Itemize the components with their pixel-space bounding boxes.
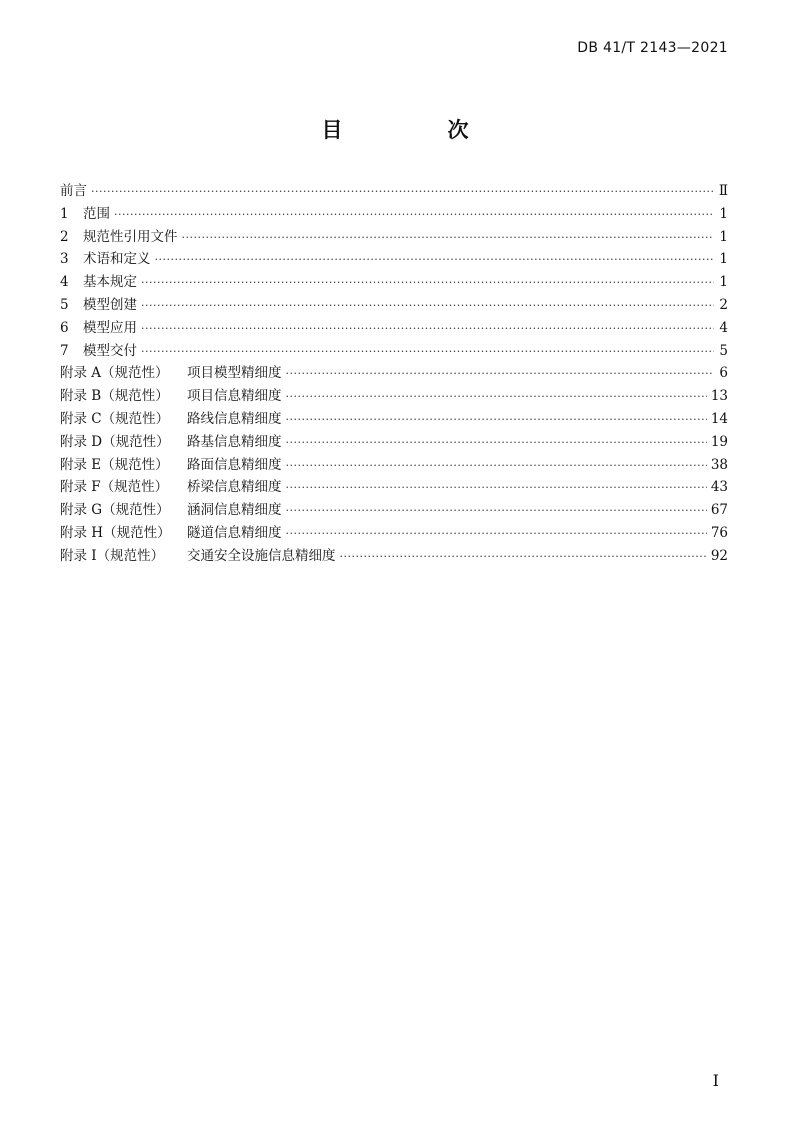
- appendix-label: 附录 F（规范性）: [60, 479, 169, 496]
- appendix-label: 附录 E（规范性）: [60, 456, 169, 473]
- toc-appendix-i[interactable]: [60, 544, 728, 567]
- appendix-title: 隧道信息精细度: [187, 524, 282, 541]
- toc-entry-6[interactable]: [60, 316, 728, 339]
- toc-entry-4[interactable]: [60, 270, 728, 293]
- appendix-title: 桥梁信息精细度: [187, 479, 282, 496]
- dot-leader: [286, 481, 707, 494]
- toc-entry-title: 范围: [83, 205, 110, 222]
- appendix-page: 92: [710, 547, 728, 564]
- appendix-title: 交通安全设施信息精细度: [187, 547, 336, 564]
- toc-entry-1[interactable]: [60, 202, 728, 225]
- toc-entry-page: 1: [719, 251, 728, 268]
- dot-leader: [286, 504, 707, 517]
- toc-entry-page: 4: [719, 319, 728, 336]
- toc-appendix-c[interactable]: [60, 407, 728, 430]
- dot-leader: [286, 459, 707, 472]
- toc-entry-number: 5: [60, 296, 69, 313]
- dot-leader: [114, 208, 714, 221]
- page-number: I: [712, 1071, 719, 1090]
- appendix-title: 项目信息精细度: [187, 388, 282, 405]
- toc-entry-page: Ⅱ: [718, 183, 728, 199]
- toc-appendix-d[interactable]: [60, 430, 728, 453]
- toc-entry-page: 1: [719, 274, 728, 291]
- toc-appendix-g[interactable]: [60, 498, 728, 521]
- toc-entry-title: 模型交付: [83, 342, 137, 359]
- toc-appendix-b[interactable]: [60, 384, 728, 407]
- appendix-label: 附录 H（规范性）: [60, 524, 171, 541]
- dot-leader: [286, 436, 707, 449]
- toc-appendix-f[interactable]: [60, 475, 728, 498]
- toc-entry-number: 1: [60, 205, 69, 222]
- appendix-page: 6: [719, 365, 728, 382]
- toc-entry-page: 5: [719, 342, 728, 359]
- toc-entry-number: 6: [60, 319, 69, 336]
- toc-entry-3[interactable]: [60, 247, 728, 270]
- toc-entry-5[interactable]: [60, 293, 728, 316]
- appendix-title: 项目模型精细度: [187, 365, 282, 382]
- table-of-contents: [60, 179, 728, 567]
- dot-leader: [141, 322, 714, 335]
- standard-code: DB 41/T 2143—2021: [577, 40, 728, 56]
- appendix-page: 43: [710, 479, 728, 496]
- appendix-page: 14: [710, 410, 728, 427]
- dot-leader: [286, 413, 707, 426]
- toc-entry-title: 模型应用: [83, 319, 137, 336]
- toc-entry-title: 前言: [60, 183, 87, 199]
- toc-appendix-h[interactable]: [60, 521, 728, 544]
- appendix-page: 76: [710, 524, 728, 541]
- dot-leader: [286, 390, 707, 403]
- appendix-label: 附录 D（规范性）: [60, 433, 170, 450]
- dot-leader: [340, 550, 707, 563]
- toc-entry-title: 基本规定: [83, 274, 137, 291]
- dot-leader: [141, 299, 714, 312]
- dot-leader: [286, 527, 707, 540]
- toc-entry-page: 2: [719, 296, 728, 313]
- page-title: 目 次: [321, 118, 511, 142]
- appendix-page: 19: [710, 433, 728, 450]
- appendix-label: 附录 G（规范性）: [60, 502, 170, 519]
- appendix-label: 附录 A（规范性）: [60, 365, 169, 382]
- dot-leader: [182, 231, 715, 244]
- toc-entry-title: 术语和定义: [83, 251, 151, 268]
- toc-entry-number: 3: [60, 251, 69, 268]
- appendix-page: 67: [710, 502, 728, 519]
- toc-entry-number: 4: [60, 274, 69, 291]
- dot-leader: [141, 276, 714, 289]
- dot-leader: [286, 367, 715, 380]
- appendix-page: 38: [710, 456, 728, 473]
- appendix-title: 路基信息精细度: [187, 433, 282, 450]
- toc-entry-7[interactable]: [60, 339, 728, 362]
- appendix-label: 附录 B（规范性）: [60, 388, 169, 405]
- dot-leader: [91, 185, 714, 198]
- appendix-page: 13: [710, 388, 728, 405]
- toc-appendix-a[interactable]: [60, 361, 728, 384]
- toc-entry-title: 模型创建: [83, 296, 137, 313]
- toc-entry-title: 规范性引用文件: [83, 228, 178, 245]
- toc-entry-number: 7: [60, 342, 69, 359]
- appendix-label: 附录 C（规范性）: [60, 410, 170, 427]
- toc-appendix-e[interactable]: [60, 453, 728, 476]
- dot-leader: [155, 253, 715, 266]
- appendix-label: 附录 I（规范性）: [60, 547, 165, 564]
- toc-entry-2[interactable]: [60, 225, 728, 248]
- appendix-title: 路线信息精细度: [187, 410, 282, 427]
- toc-entry-page: 1: [719, 205, 728, 222]
- appendix-title: 路面信息精细度: [187, 456, 282, 473]
- toc-entry-page: 1: [719, 228, 728, 245]
- dot-leader: [141, 345, 714, 358]
- toc-entry-foreword[interactable]: [60, 179, 728, 202]
- appendix-title: 涵洞信息精细度: [187, 502, 282, 519]
- toc-entry-number: 2: [60, 228, 69, 245]
